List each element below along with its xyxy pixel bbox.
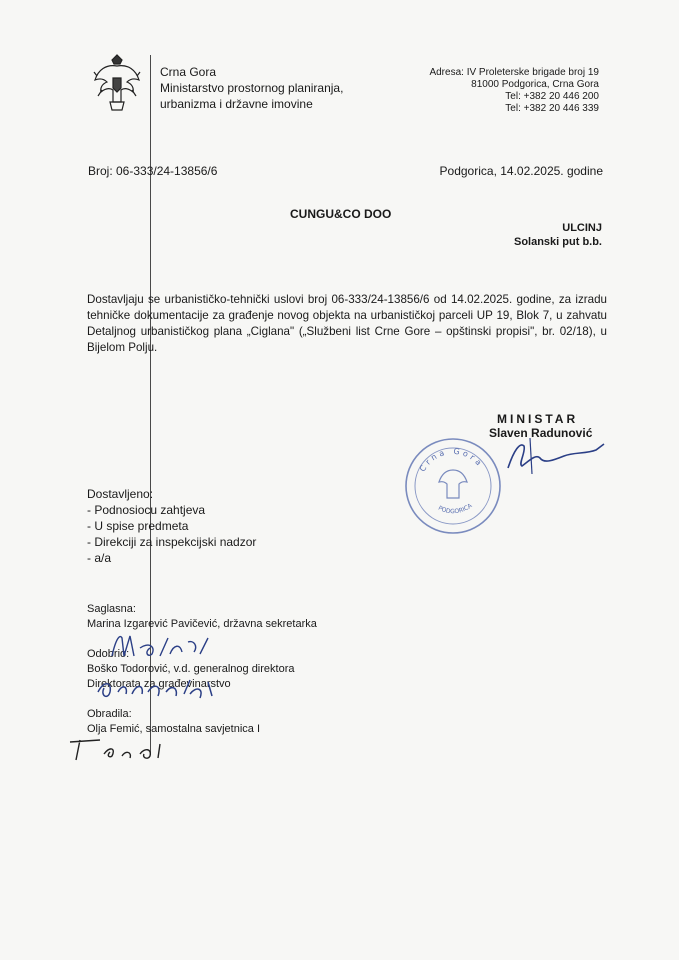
recipient-city: ULCINJ <box>562 222 602 234</box>
delivered-item: - U spise predmeta <box>87 519 189 533</box>
recipient-name: CUNGU&CO DOO <box>290 207 392 221</box>
org-ministry-cont: urbanizma i državne imovine <box>160 97 313 111</box>
delivered-heading: Dostavljeno: <box>87 487 154 501</box>
delivered-item: - a/a <box>87 551 112 565</box>
approved-name: Boško Todorović, v.d. generalnog direktora <box>87 663 295 675</box>
approved-department: Direktorata za građevinarstvo <box>87 678 231 690</box>
advisor-signature <box>66 728 176 764</box>
recipient-street: Solanski put b.b. <box>513 236 602 248</box>
address-line: Adresa: IV Proleterske brigade broj 19 <box>429 67 599 78</box>
delivered-list <box>87 486 256 566</box>
address-city: 81000 Podgorica, Crna Gora <box>471 79 599 90</box>
coat-of-arms-icon <box>92 54 142 112</box>
phone-2: Tel: +382 20 446 339 <box>505 103 599 114</box>
stamp-bottom-text: PODGORICA <box>436 502 474 516</box>
agreed-name: Marina Izgarević Pavičević, državna sekretarka <box>87 618 317 630</box>
body-paragraph: Dostavljaju se urbanističko-tehnički uslovi broj 06-333/24-13856/6 od 14.02.2025. godine, za izradu tehničke dokumentacije za građenje novog objekta na urbanističkoj parceli UP 19, Blok 7, u zahvatu Detaljnog urbanističkog plana „Ciglana" („Službeni list Crne Gore – opštinski propisi", br. 02/18), u Bijelom Polju. <box>87 293 607 354</box>
phone-1: Tel: +382 20 446 200 <box>505 91 599 102</box>
svg-text:Crna Gora <box>418 447 485 474</box>
agreed-label: Saglasna: <box>87 603 136 615</box>
minister-signature <box>500 430 610 480</box>
organization-block <box>160 64 343 112</box>
prepared-label: Obradila: <box>87 708 132 720</box>
svg-text:PODGORICA <box>437 502 474 516</box>
org-country: Crna Gora <box>160 65 217 79</box>
prepared-name: Olja Femić, samostalna savjetnica I <box>87 723 261 735</box>
signatory-name: Slaven Radunović <box>489 426 593 440</box>
official-stamp <box>403 436 503 536</box>
secretary-signature <box>108 628 218 664</box>
document-date: Podgorica, 14.02.2025. godine <box>439 164 603 178</box>
director-signature <box>94 670 224 704</box>
recipient-address <box>514 221 602 249</box>
address-block <box>429 67 599 115</box>
approved-label: Odobrio: <box>87 648 130 660</box>
reference-number: Broj: 06-333/24-13856/6 <box>88 164 218 178</box>
org-ministry: Ministarstvo prostornog planiranja, <box>160 81 344 95</box>
stamp-top-text: Crna Gora <box>417 446 486 474</box>
delivered-item: - Podnosiocu zahtjeva <box>87 503 206 517</box>
signatory-title: MINISTAR <box>497 412 579 426</box>
delivered-item: - Direkciji za inspekcijski nadzor <box>87 535 257 549</box>
